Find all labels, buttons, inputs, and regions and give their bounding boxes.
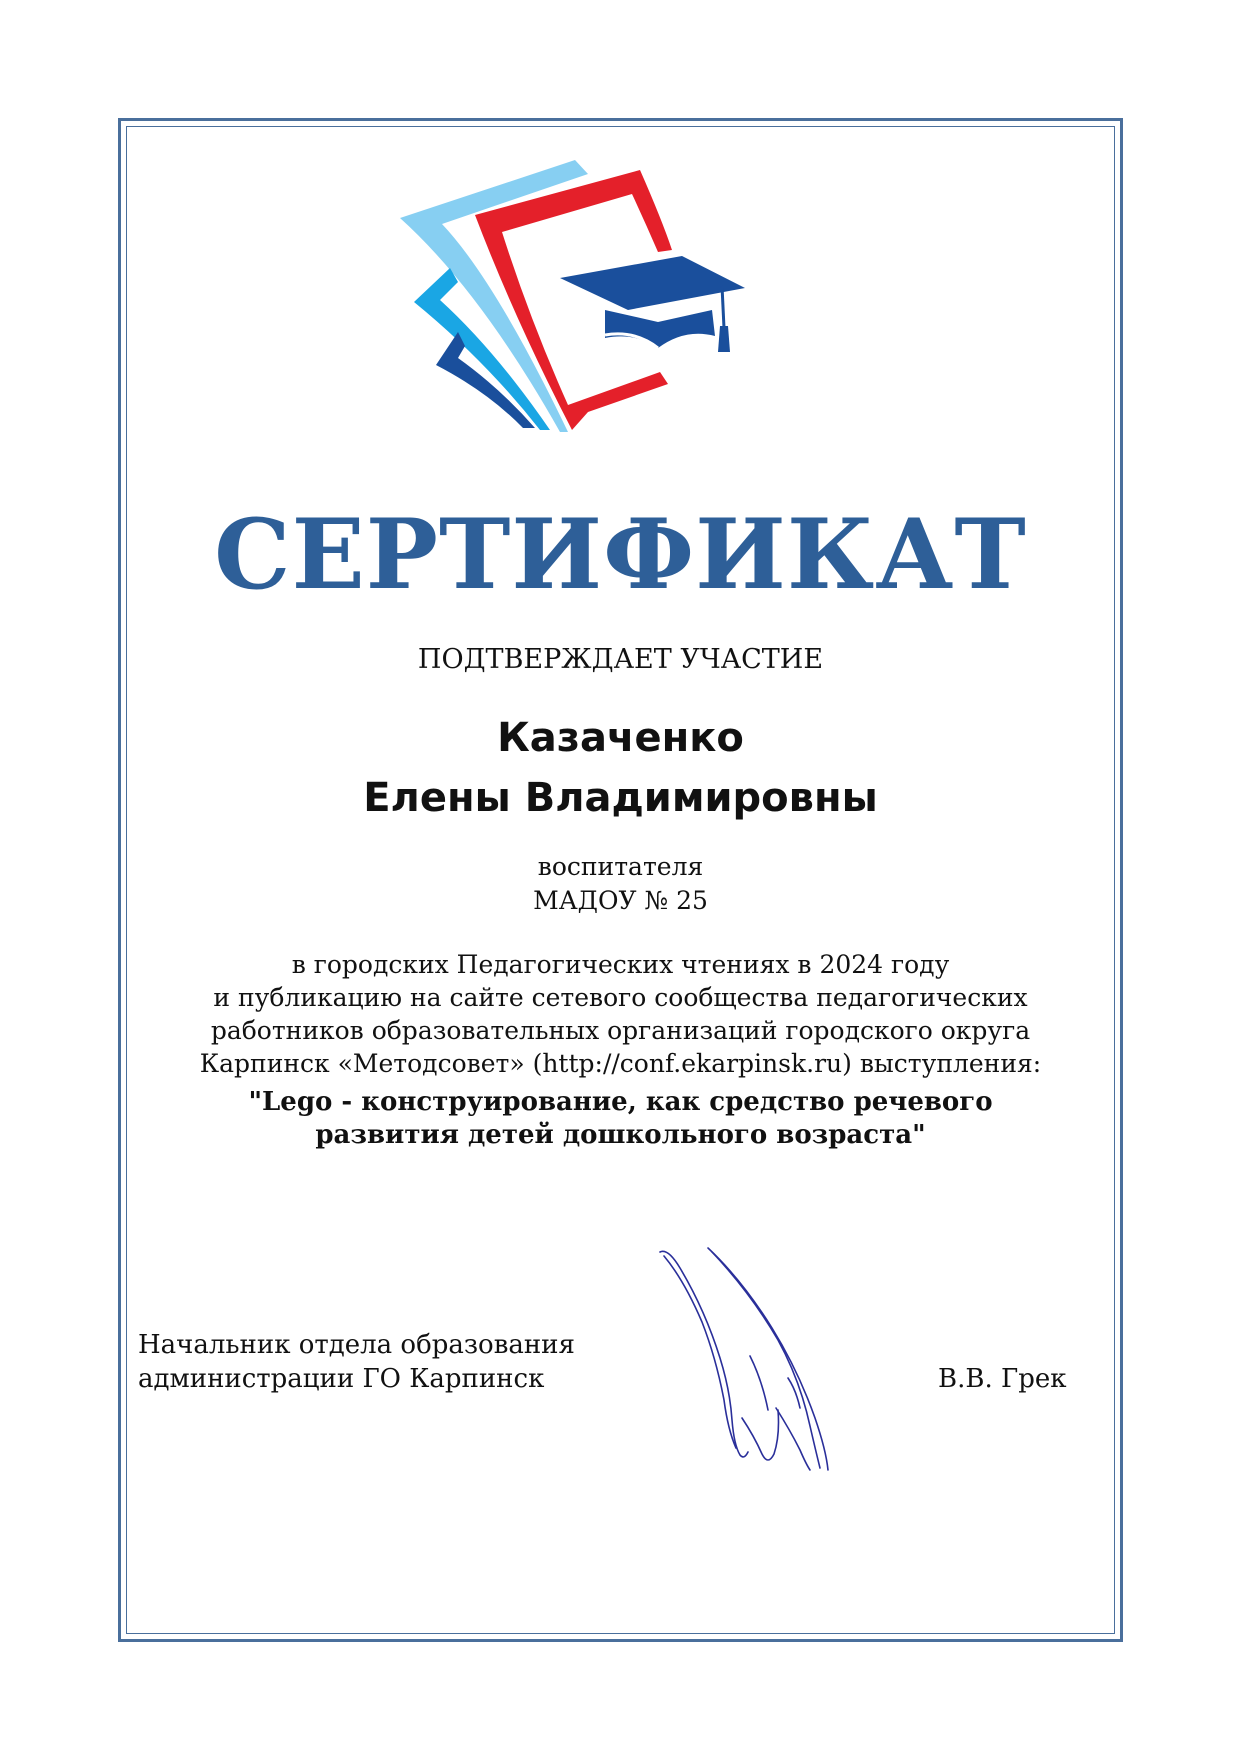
description-line: и публикацию на сайте сетевого сообщества педагогических — [213, 983, 1028, 1012]
recipient-given-names: Елены Владимировны — [363, 775, 878, 821]
graduation-cap-book-logo-icon — [400, 160, 850, 490]
topic-line: развития детей дошкольного возраста" — [315, 1120, 926, 1150]
presentation-topic — [0, 1086, 1241, 1152]
topic-line: "Lego - конструирование, как средство речевого — [248, 1087, 993, 1117]
recipient-organization: МАДОУ № 25 — [533, 886, 708, 915]
description-paragraph — [0, 948, 1241, 1080]
handwritten-signature-icon — [650, 1240, 880, 1480]
recipient-surname: Казаченко — [497, 715, 744, 761]
description-line: работников образовательных организаций городского округа — [210, 1016, 1031, 1045]
confirms-participation-text: ПОДТВЕРЖДАЕТ УЧАСТИЕ — [417, 644, 824, 675]
certificate-title: СЕРТИФИКАТ — [214, 498, 1027, 611]
signer-title-line: администрации ГО Карпинск — [138, 1364, 545, 1394]
recipient-role: воспитателя — [537, 852, 704, 881]
recipient-name — [0, 708, 1241, 828]
recipient-position — [0, 850, 1241, 918]
description-line: Карпинск «Методсовет» (http://conf.ekarpinsk.ru) выступления: — [199, 1049, 1042, 1078]
description-line: в городских Педагогических чтениях в 2024 году — [291, 950, 950, 979]
signer-name: В.В. Грек — [938, 1364, 1067, 1394]
signer-title-line: Начальник отдела образования — [138, 1330, 575, 1360]
signer-title — [138, 1328, 575, 1396]
